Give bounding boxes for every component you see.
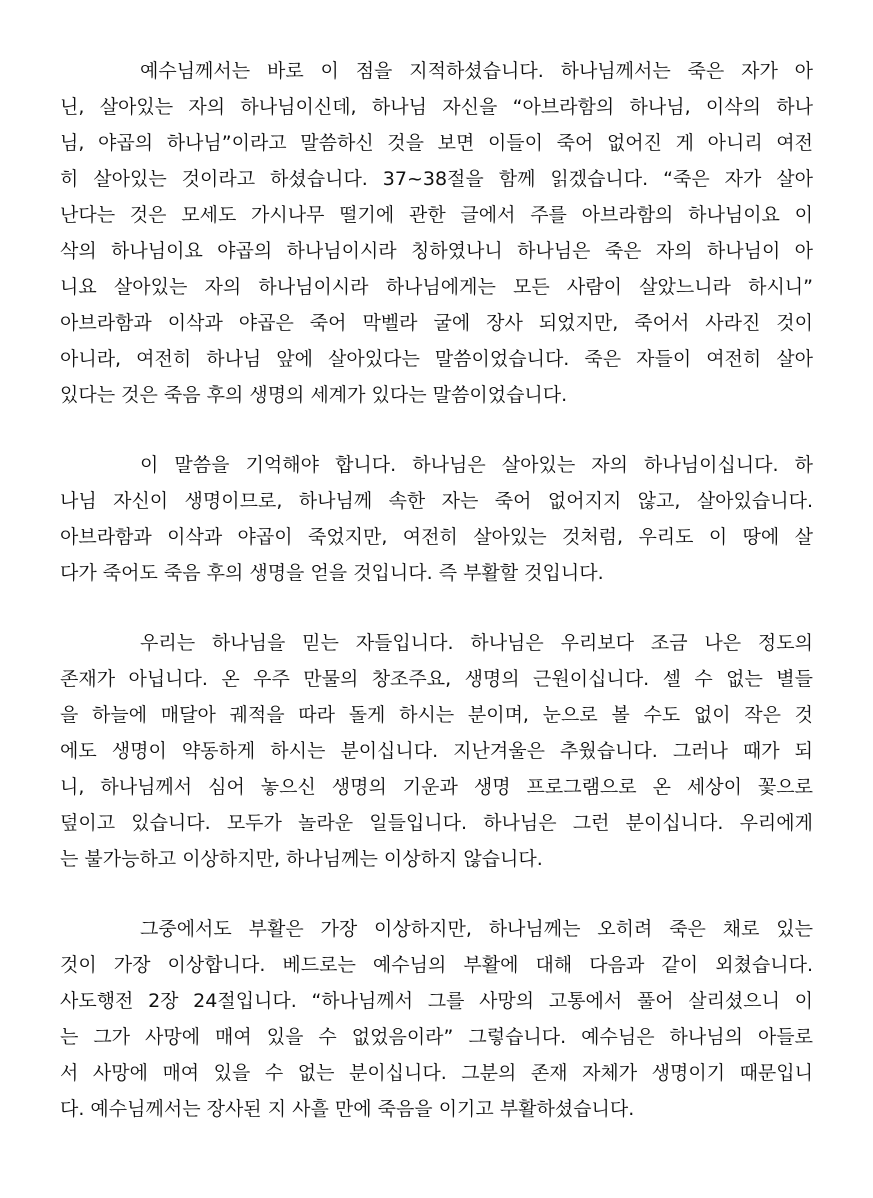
text-line: 아니라, 여전히 하나님 앞에 살아있다는 말씀이었습니다. 죽은 자들이 여전히 살아 [60, 348, 813, 370]
paragraph-2 [60, 447, 813, 591]
text-line: 사도행전 2장 24절입니다. “하나님께서 그를 사망의 고통에서 풀어 살리셨으니 이 [60, 990, 813, 1012]
text-line: 니요 살아있는 자의 하나님이시라 하나님에게는 모든 사람이 살았느니라 하시니” [60, 276, 813, 298]
text-line: 있다는 것은 죽음 후의 생명의 세계가 있다는 말씀이었습니다. [60, 384, 568, 406]
text-line: 난다는 것은 모세도 가시나무 떨기에 관한 글에서 주를 아브라함의 하나님이요 이 [60, 204, 813, 226]
paragraph-3 [60, 625, 813, 877]
text-line: 님, 야곱의 하나님”이라고 말씀하신 것을 보면 이들이 죽어 없어진 게 아니리 여전 [60, 132, 813, 154]
text-line: 니, 하나님께서 심어 놓으신 생명의 기운과 생명 프로그램으로 온 세상이 꽃으로 [60, 776, 813, 798]
paragraph-1 [60, 53, 813, 413]
text-line: 는 불가능하고 이상하지만, 하나님께는 이상하지 않습니다. [60, 848, 543, 870]
text-line: 예수님께서는 바로 이 점을 지적하셨습니다. 하나님께서는 죽은 자가 아 [140, 60, 813, 82]
text-line: 는 그가 사망에 매여 있을 수 없었음이라” 그렇습니다. 예수님은 하나님의 아들로 [60, 1026, 813, 1048]
text-line: 을 하늘에 매달아 궤적을 따라 돌게 하시는 분이며, 눈으로 볼 수도 없이 작은 것 [60, 704, 813, 726]
text-line: 히 살아있는 것이라고 하셨습니다. 37~38절을 함께 읽겠습니다. “죽은 자가 살아 [60, 168, 813, 190]
text-line: 닌, 살아있는 자의 하나님이신데, 하나님 자신을 “아브라함의 하나님, 이삭의 하나 [60, 96, 813, 118]
text-line: 것이 가장 이상합니다. 베드로는 예수님의 부활에 대해 다음과 같이 외쳤습니다. [60, 954, 813, 976]
text-line: 그중에서도 부활은 가장 이상하지만, 하나님께는 오히려 죽은 채로 있는 [140, 918, 813, 940]
document-page [60, 53, 813, 1161]
text-line: 다가 죽어도 죽음 후의 생명을 얻을 것입니다. 즉 부활할 것입니다. [60, 562, 604, 584]
text-line: 삭의 하나님이요 야곱의 하나님이시라 칭하였나니 하나님은 죽은 자의 하나님이 아 [60, 240, 813, 262]
text-line: 다. 예수님께서는 장사된 지 사흘 만에 죽음을 이기고 부활하셨습니다. [60, 1098, 635, 1120]
text-line: 아브라함과 이삭과 야곱이 죽었지만, 여전히 살아있는 것처럼, 우리도 이 땅에 살 [60, 526, 813, 548]
text-line: 이 말씀을 기억해야 합니다. 하나님은 살아있는 자의 하나님이십니다. 하 [140, 454, 813, 476]
text-line: 덮이고 있습니다. 모두가 놀라운 일들입니다. 하나님은 그런 분이십니다. 우리에게 [60, 812, 813, 834]
text-line: 아브라함과 이삭과 야곱은 죽어 막벨라 굴에 장사 되었지만, 죽어서 사라진 것이 [60, 312, 813, 334]
text-line: 존재가 아닙니다. 온 우주 만물의 창조주요, 생명의 근원이십니다. 셀 수 없는 별들 [60, 668, 813, 690]
text-line: 에도 생명이 약동하게 하시는 분이십니다. 지난겨울은 추웠습니다. 그러나 때가 되 [60, 740, 813, 762]
paragraph-4 [60, 911, 813, 1127]
text-line: 나님 자신이 생명이므로, 하나님께 속한 자는 죽어 없어지지 않고, 살아있습니다. [60, 490, 813, 512]
text-line: 우리는 하나님을 믿는 자들입니다. 하나님은 우리보다 조금 나은 정도의 [140, 632, 813, 654]
text-line: 서 사망에 매여 있을 수 없는 분이십니다. 그분의 존재 자체가 생명이기 때문입니 [60, 1062, 813, 1084]
